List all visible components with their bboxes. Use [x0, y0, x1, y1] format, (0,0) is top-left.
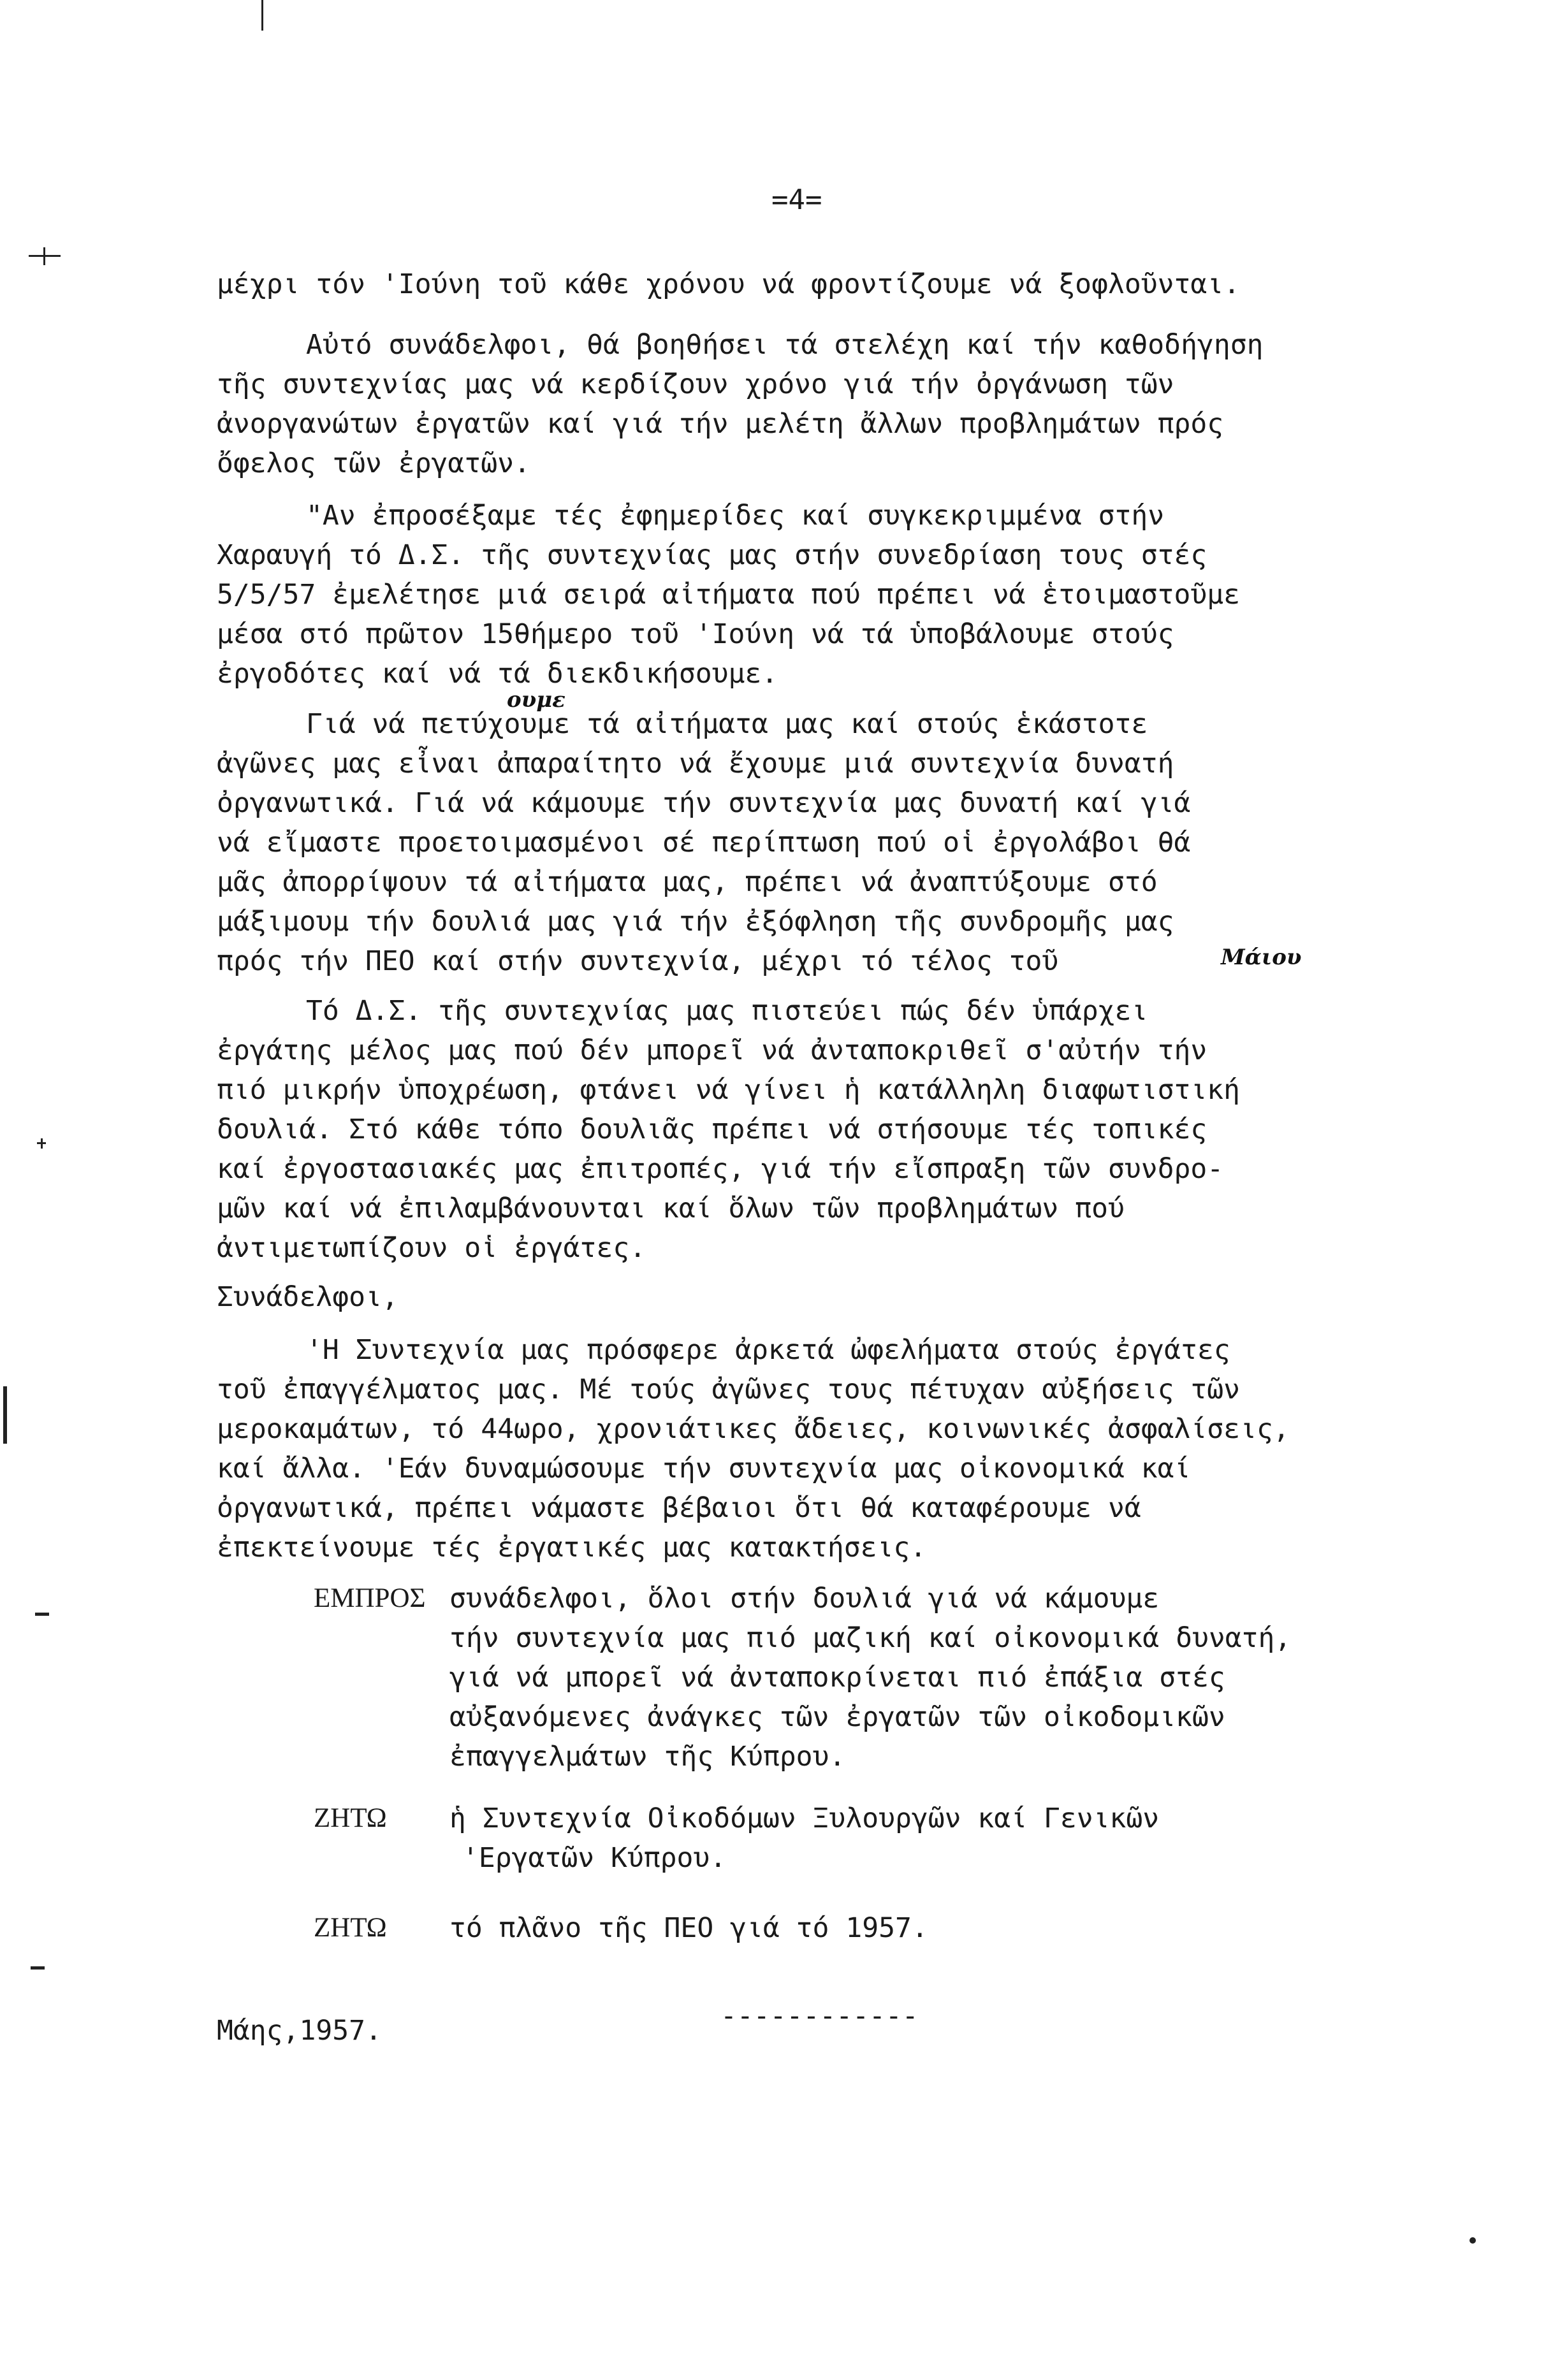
- text-line: τοῦ ἐπαγγέλματος μας. Μέ τούς ἀγῶνες τους πέτυχαν αὐξήσεις τῶν: [217, 1374, 1241, 1405]
- scan-mark: [41, 1138, 43, 1149]
- text-line: μῶν καί νά ἐπιλαμβάνουνται καί ὅλων τῶν προβλημάτων πού: [217, 1193, 1125, 1224]
- text-line: δουλιά. Στό κάθε τόπο δουλιᾶς πρέπει νά στήσουμε τές τοπικές: [217, 1114, 1207, 1145]
- scan-mark: [43, 247, 45, 265]
- handwritten-correction: Μάιου: [1221, 945, 1302, 970]
- text-line: νά εἴμαστε προετοιμασμένοι σέ περίπτωση πού οἱ ἐργολάβοι θά: [217, 827, 1191, 859]
- text-line: 5/5/57 ἐμελέτησε μιά σειρά αἰτήματα πού πρέπει νά ἑτοιμαστοῦμε: [217, 579, 1241, 611]
- text-line: Αὐτό συνάδελφοι, θά βοηθήσει τά στελέχη καί τήν καθοδήγηση: [306, 329, 1264, 361]
- text-line: μᾶς ἀπορρίψουν τά αἰτήματα μας, πρέπει νά ἀναπτύξουμε στό: [217, 866, 1158, 898]
- text-line: Τό Δ.Σ. τῆς συντεχνίας μας πιστεύει πώς δέν ὑπάρχει: [306, 995, 1148, 1027]
- text-line: πιό μικρήν ὑποχρέωση, φτάνει νά γίνει ἡ κατάλληλη διαφωτιστική: [217, 1074, 1241, 1106]
- text-line: τῆς συντεχνίας μας νά κερδίζουν χρόνο γιά τήν ὀργάνωση τῶν: [217, 368, 1174, 400]
- slogan-label: ΖΗΤΩ: [314, 1913, 387, 1943]
- page-number: =4=: [771, 184, 822, 216]
- text-line: μεροκαμάτων, τό 44ωρο, χρονιάτικες ἄδειες, κοινωνικές ἀσφαλίσεις,: [217, 1413, 1290, 1445]
- scan-mark: [3, 1386, 7, 1444]
- text-line: ἐργάτης μέλος μας πού δέν μπορεῖ νά ἀνταποκριθεῖ σ'αὐτήν τήν: [217, 1034, 1207, 1066]
- text-line: ἀγῶνες μας εἶναι ἀπαραίτητο νά ἔχουμε μιά συντεχνία δυνατή: [217, 748, 1174, 780]
- scan-mark: [31, 1966, 45, 1970]
- text-line: ὀργανωτικά. Γιά νά κάμουμε τήν συντεχνία μας δυνατή καί γιά: [217, 787, 1191, 819]
- text-line: μέσα στό πρῶτον 15θήμερο τοῦ 'Ιούνη νά τά ὑποβάλουμε στούς: [217, 618, 1174, 650]
- scan-mark: [35, 1613, 49, 1616]
- slogan-line: γιά νά μπορεῖ νά ἀνταποκρίνεται πιό ἐπάξια στές: [449, 1662, 1225, 1694]
- slogan-label: ΖΗΤΩ: [314, 1803, 387, 1833]
- slogan-line: τό πλᾶνο τῆς ΠΕΟ γιά τό 1957.: [449, 1912, 928, 1944]
- text-line: Γιά νά πετύχουμε τά αἰτήματα μας καί στούς ἑκάστοτε: [306, 708, 1148, 740]
- place-date: Μάης,1957.: [217, 2015, 382, 2047]
- text-line: Χαραυγή τό Δ.Σ. τῆς συντεχνίας μας στήν συνεδρίαση τους στές: [217, 539, 1207, 571]
- slogan-line: ἐπαγγελμάτων τῆς Κύπρου.: [449, 1741, 846, 1773]
- text-line: ὄφελος τῶν ἐργατῶν.: [217, 447, 530, 479]
- text-line: καί ἐργοστασιακές μας ἐπιτροπές, γιά τήν εἴσπραξη τῶν συνδρο-: [217, 1153, 1224, 1185]
- text-line: ὀργανωτικά, πρέπει νάμαστε βέβαιοι ὅτι θά καταφέρουμε νά: [217, 1492, 1141, 1524]
- slogan-line: ἡ Συντεχνία Οἰκοδόμων Ξυλουργῶν καί Γενικῶν: [449, 1803, 1160, 1834]
- separator-line: ------------: [720, 2000, 919, 2032]
- text-line: μέχρι τόν 'Ιούνη τοῦ κάθε χρόνου νά φροντίζουμε νά ξοφλοῦνται.: [217, 268, 1241, 300]
- text-line: ἀνοργανώτων ἐργατῶν καί γιά τήν μελέτη ἄλλων προβλημάτων πρός: [217, 408, 1224, 440]
- handwritten-insert: ουμε: [507, 687, 565, 713]
- text-line: ἀντιμετωπίζουν οἱ ἐργάτες.: [217, 1232, 646, 1264]
- salutation: Συνάδελφοι,: [217, 1281, 398, 1313]
- text-line: ἐπεκτείνουμε τές ἐργατικές μας κατακτήσεις.: [217, 1532, 927, 1564]
- text-line: πρός τήν ΠΕΟ καί στήν συντεχνία, μέχρι τό τέλος τοῦ: [217, 945, 1059, 977]
- text-line: μάξιμουμ τήν δουλιά μας γιά τήν ἐξόφληση τῆς συνδρομῆς μας: [217, 906, 1174, 938]
- text-line: 'Η Συντεχνία μας πρόσφερε ἀρκετά ὠφελήματα στούς ἐργάτες: [306, 1334, 1230, 1366]
- scan-mark: [261, 0, 263, 31]
- slogan-line: συνάδελφοι, ὅλοι στήν δουλιά γιά νά κάμουμε: [449, 1583, 1160, 1614]
- slogan-line: τήν συντεχνία μας πιό μαζική καί οἰκονομικά δυνατή,: [449, 1622, 1292, 1654]
- slogan-label: ΕΜΠΡΟΣ: [314, 1583, 426, 1613]
- slogan-line: αὐξανόμενες ἀνάγκες τῶν ἐργατῶν τῶν οἰκοδομικῶν: [449, 1701, 1225, 1733]
- scan-mark: [1469, 2237, 1476, 2244]
- text-line: καί ἄλλα. 'Εάν δυναμώσουμε τήν συντεχνία μας οἰκονομικά καί: [217, 1453, 1191, 1484]
- slogan-line: 'Εργατῶν Κύπρου.: [462, 1842, 727, 1874]
- text-line: "Αν ἐπροσέξαμε τές ἐφημερίδες καί συγκεκριμμένα στήν: [306, 500, 1165, 532]
- text-line: ἐργοδότες καί νά τά διεκδικήσουμε.: [217, 658, 778, 690]
